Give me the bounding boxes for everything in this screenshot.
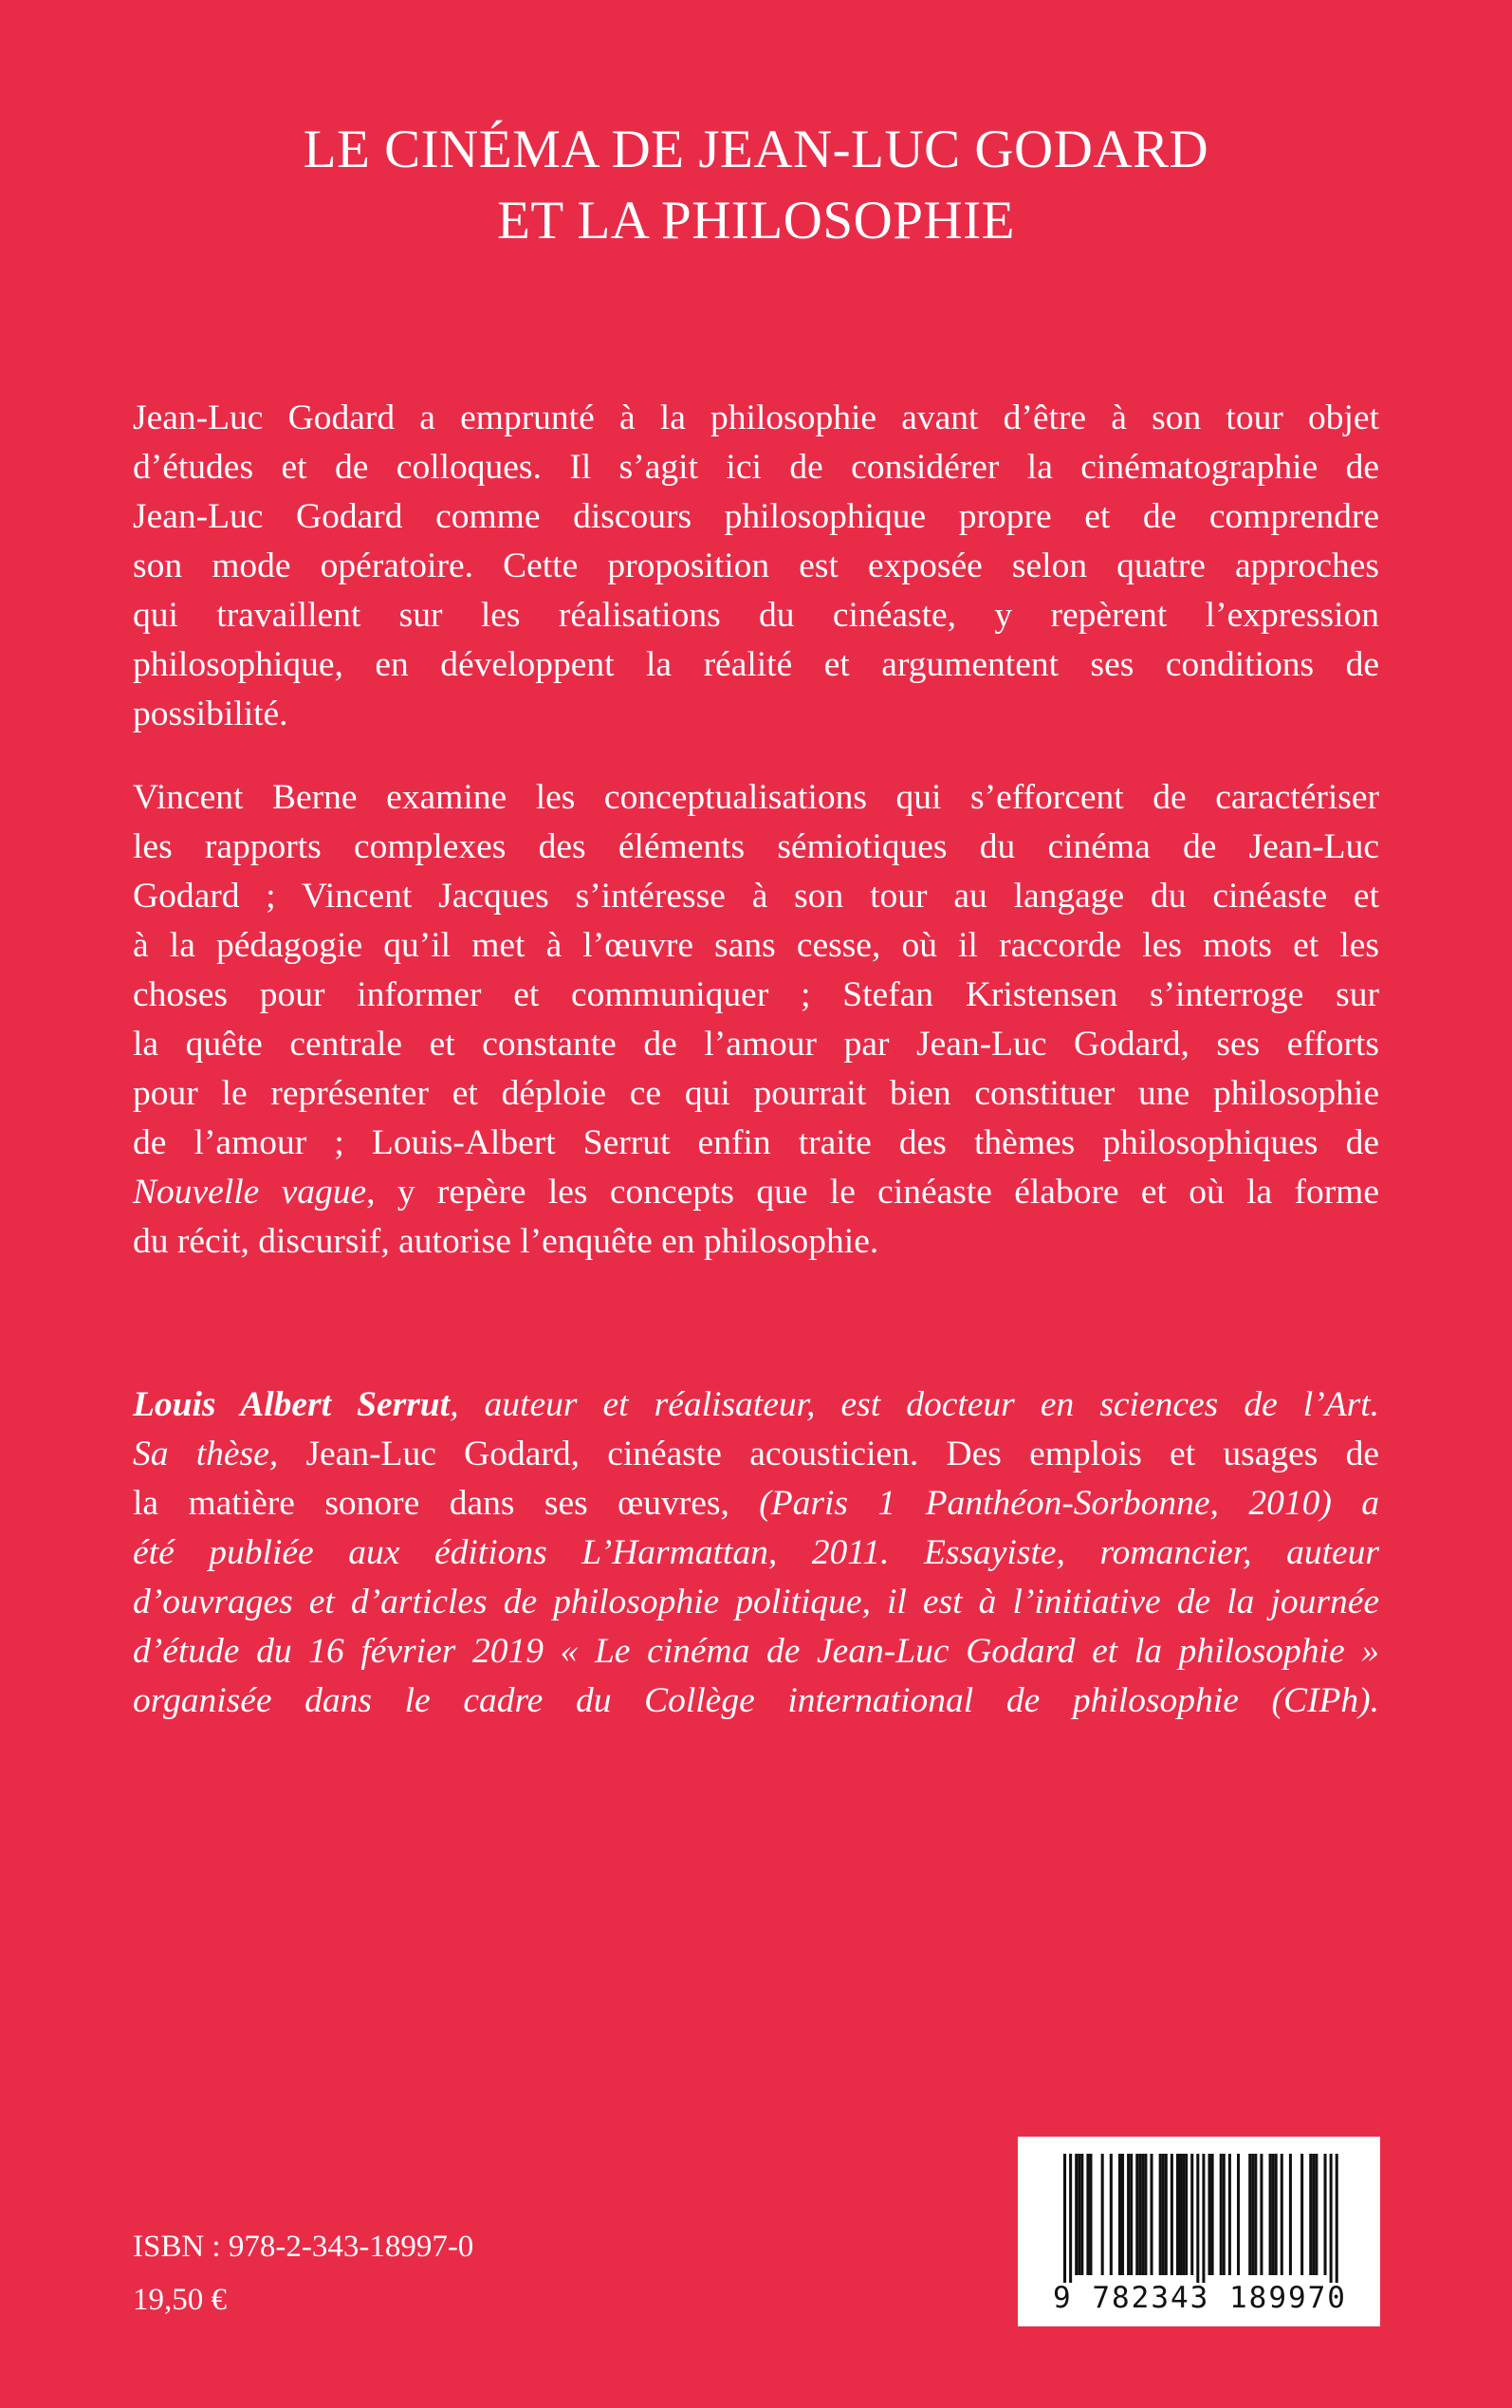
barcode-bar bbox=[1063, 2154, 1066, 2283]
barcode-bar bbox=[1118, 2154, 1121, 2275]
barcode-bar bbox=[1289, 2154, 1292, 2275]
summary-paragraph-1 bbox=[133, 394, 1379, 739]
barcode-bar bbox=[1078, 2154, 1080, 2275]
barcode-bar bbox=[1069, 2154, 1072, 2283]
text-line: philosophique, en développent la réalité et argumentent ses conditions de bbox=[133, 645, 1379, 684]
barcode-bar bbox=[1202, 2154, 1205, 2283]
barcode-bar bbox=[1269, 2154, 1272, 2275]
title-line-2: ET LA PHILOSOPHIE bbox=[497, 191, 1015, 250]
barcode-bar bbox=[1324, 2154, 1327, 2275]
barcode-bar bbox=[1144, 2154, 1147, 2275]
text-fragment: (Paris 1 Panthéon-Sorbonne, 2010) a bbox=[759, 1484, 1379, 1523]
thesis-title: Jean-Luc Godard, cinéaste acousticien. Des emplois et usages de bbox=[305, 1435, 1379, 1473]
author-name: Louis Albert Serrut bbox=[133, 1385, 451, 1424]
barcode-bar bbox=[1315, 2154, 1318, 2275]
author-bio bbox=[133, 1380, 1379, 1726]
text-line: du récit, discursif, autorise l’enquête en philosophie. bbox=[133, 1222, 879, 1261]
text-line: Vincent Berne examine les conceptualisations qui s’efforcent de caractériser bbox=[133, 778, 1379, 817]
barcode-bar bbox=[1190, 2154, 1193, 2275]
isbn: ISBN : 978-2-343-18997-0 bbox=[133, 2230, 474, 2264]
text-line: possibilité. bbox=[133, 695, 288, 733]
text-fragment: Sa thèse, bbox=[133, 1435, 306, 1473]
book-title bbox=[0, 114, 1512, 256]
text-line: les rapports complexes des éléments sémiotiques du cinéma de Jean-Luc bbox=[133, 827, 1379, 866]
barcode-bar bbox=[1300, 2154, 1303, 2275]
barcode-bar bbox=[1211, 2154, 1214, 2275]
thesis-title: la matière sonore dans ses œuvres, bbox=[133, 1484, 760, 1523]
text-fragment: , y repère les concepts que le cinéaste élabore et où la forme bbox=[366, 1173, 1379, 1212]
barcode-bar bbox=[1075, 2154, 1078, 2275]
text-line bbox=[133, 1380, 1379, 1430]
barcode-bar bbox=[1281, 2154, 1283, 2275]
barcode-bar bbox=[1127, 2154, 1130, 2275]
barcode-digits: 9 782343 189970 bbox=[1053, 2281, 1347, 2315]
text-line: Jean-Luc Godard a emprunté à la philosophie avant d’être à son tour objet bbox=[133, 398, 1379, 437]
text-fragment: , auteur et réalisateur, est docteur en sciences de l’Art. bbox=[450, 1385, 1379, 1424]
text-line bbox=[133, 1168, 1379, 1217]
barcode bbox=[1018, 2137, 1380, 2326]
barcode-bar bbox=[1220, 2154, 1223, 2275]
barcode-bar bbox=[1275, 2154, 1278, 2275]
text-line: son mode opératoire. Cette proposition est exposée selon quatre approches bbox=[133, 546, 1379, 585]
barcode-bar bbox=[1208, 2154, 1211, 2275]
text-line: pour le représenter et déploie ce qui pourrait bien constituer une philosophie bbox=[133, 1074, 1379, 1113]
barcode-bar bbox=[1251, 2154, 1254, 2275]
barcode-bar bbox=[1248, 2154, 1251, 2275]
barcode-bar bbox=[1165, 2154, 1168, 2275]
text-line: d’étude du 16 février 2019 « Le cinéma de Jean-Luc Godard et la philosophie » bbox=[133, 1632, 1379, 1671]
text-line: d’études et de colloques. Il s’agit ici de considérer la cinématographie de bbox=[133, 448, 1379, 487]
film-title: Nouvelle vague bbox=[133, 1173, 367, 1212]
barcode-bar bbox=[1312, 2154, 1315, 2275]
barcode-bar bbox=[1089, 2154, 1092, 2275]
barcode-bar bbox=[1135, 2154, 1138, 2275]
text-line bbox=[133, 1479, 1379, 1528]
barcode-bar bbox=[1237, 2154, 1240, 2275]
barcode-bar bbox=[1086, 2154, 1089, 2275]
barcode-bar bbox=[1130, 2154, 1133, 2275]
barcode-bar bbox=[1179, 2154, 1182, 2275]
text-line: de l’amour ; Louis-Albert Serrut enfin traite des thèmes philosophiques de bbox=[133, 1123, 1379, 1162]
barcode-bar bbox=[1260, 2154, 1263, 2275]
text-line: d’ouvrages et d’articles de philosophie politique, il est à l’initiative de la journée bbox=[133, 1583, 1379, 1621]
barcode-bar bbox=[1176, 2154, 1179, 2275]
text-line: été publiée aux éditions L’Harmattan, 2011. Essayiste, romancier, auteur bbox=[133, 1533, 1379, 1572]
barcode-bar bbox=[1254, 2154, 1257, 2275]
title-line-1: LE CINÉMA DE JEAN-LUC GODARD bbox=[303, 120, 1209, 179]
text-line: choses pour informer et communiquer ; Stefan Kristensen s’interroge sur bbox=[133, 975, 1379, 1014]
barcode-bar bbox=[1330, 2154, 1333, 2283]
barcode-bar bbox=[1171, 2154, 1173, 2275]
text-line: à la pédagogie qu’il met à l’œuvre sans cesse, où il raccorde les mots et les bbox=[133, 926, 1379, 965]
barcode-bar bbox=[1138, 2154, 1141, 2275]
summary-paragraph-2 bbox=[133, 773, 1379, 1267]
text-line bbox=[133, 1430, 1379, 1479]
text-line: Jean-Luc Godard comme discours philosophique propre et de comprendre bbox=[133, 497, 1379, 536]
barcode-bar bbox=[1151, 2154, 1153, 2275]
text-line: la quête centrale et constante de l’amour par Jean-Luc Godard, ses efforts bbox=[133, 1025, 1379, 1064]
barcode-bar bbox=[1101, 2154, 1104, 2275]
barcode-bar bbox=[1309, 2154, 1312, 2275]
barcode-bar bbox=[1162, 2154, 1165, 2275]
text-line: Godard ; Vincent Jacques s’intéresse à son tour au langage du cinéaste et bbox=[133, 877, 1379, 916]
barcode-bar bbox=[1159, 2154, 1162, 2275]
price: 19,50 € bbox=[133, 2283, 227, 2317]
barcode-bar bbox=[1196, 2154, 1199, 2283]
text-line: organisée dans le cadre du Collège international de philosophie (CIPh). bbox=[133, 1681, 1379, 1720]
barcode-bar bbox=[1272, 2154, 1275, 2275]
barcode-bar bbox=[1080, 2154, 1083, 2275]
barcode-bar bbox=[1141, 2154, 1144, 2275]
text-line: qui travaillent sur les réalisations du cinéaste, y repèrent l’expression bbox=[133, 596, 1379, 635]
barcode-bar bbox=[1336, 2154, 1338, 2283]
barcode-bar bbox=[1182, 2154, 1185, 2275]
barcode-bar bbox=[1185, 2154, 1188, 2275]
barcode-bar bbox=[1110, 2154, 1113, 2275]
barcode-bar bbox=[1121, 2154, 1124, 2275]
barcode-bar bbox=[1228, 2154, 1231, 2275]
barcode-bar bbox=[1223, 2154, 1226, 2275]
